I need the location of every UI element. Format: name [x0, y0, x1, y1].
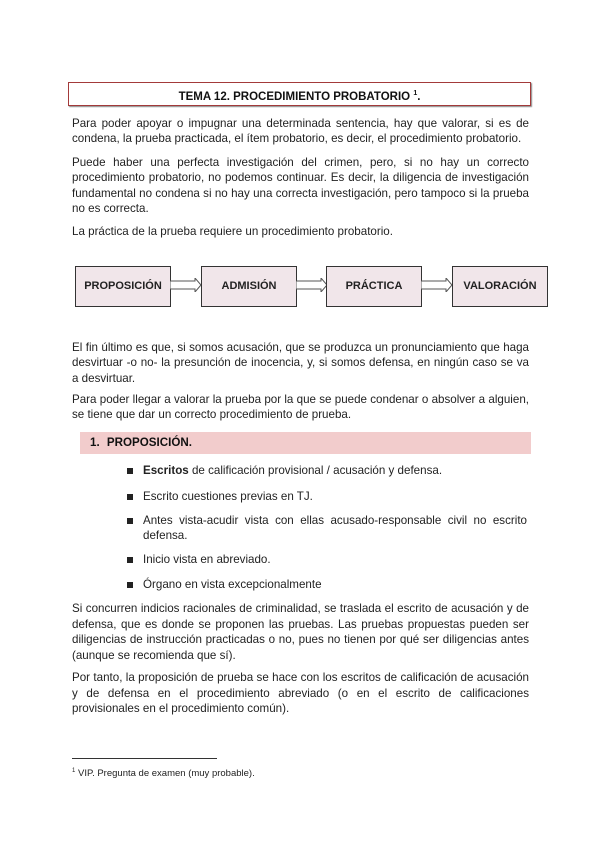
title-suffix: .	[417, 90, 421, 103]
step-box-proposicion: PROPOSICIÓN	[75, 266, 171, 307]
title-text: TEMA 12. PROCEDIMIENTO PROBATORIO	[178, 90, 411, 103]
list-item	[127, 513, 527, 544]
section-heading	[80, 432, 531, 454]
bullet-square-icon	[127, 557, 133, 563]
list-item	[127, 463, 527, 478]
arrow-right-icon	[170, 278, 201, 292]
bullet-square-icon	[127, 518, 133, 524]
bold-term: Escritos	[143, 464, 189, 477]
arrow-right-icon	[421, 278, 452, 292]
paragraph: Para poder apoyar o impugnar una determinada sentencia, hay que valorar, si es de condena, la prueba practicada, el ítem probatorio, es decir, el procedimiento probatorio.	[72, 117, 529, 146]
list-item-text: Escrito cuestiones previas en TJ.	[143, 490, 313, 503]
footnote-text: VIP. Pregunta de examen (muy probable).	[75, 768, 255, 780]
section-title: PROPOSICIÓN.	[106, 436, 192, 449]
step-box-admision: ADMISIÓN	[201, 266, 297, 307]
footnote-separator	[72, 758, 217, 759]
list-item	[127, 577, 527, 592]
list-item-text: de calificación provisional / acusación y defensa.	[188, 464, 443, 477]
list-item-text: Inicio vista en abreviado.	[143, 553, 271, 566]
paragraph: La práctica de la prueba requiere un procedimiento probatorio.	[72, 225, 393, 238]
section-number: 1.	[90, 436, 100, 449]
list-item-text: Órgano en vista excepcionalmente	[143, 578, 322, 591]
paragraph: Puede haber una perfecta investigación del crimen, pero, si no hay un correcto procedimiento probatorio, no podemos continuar. Es decir, la diligencia de investigación fundamental no condena si no hay una correcta investigación, pero tampoco si la prueba no es correcta.	[72, 156, 529, 215]
list-item	[127, 552, 527, 567]
footnote	[72, 764, 255, 781]
bullet-square-icon	[127, 582, 133, 588]
paragraph: Para poder llegar a valorar la prueba por la que se puede condenar o absolver a alguien, se tiene que dar un correcto procedimiento de prueba.	[72, 393, 529, 422]
footnote-ref[interactable]: 1	[413, 90, 418, 97]
paragraph: Por tanto, la proposición de prueba se hace con los escritos de calificación de acusación y de defensa en el procedimiento abreviado (o en el escrito de calificaciones provisionales en el procedimiento común).	[72, 671, 529, 716]
bullet-square-icon	[127, 468, 133, 474]
paragraph: Si concurren indicios racionales de criminalidad, se traslada el escrito de acusación y de defensa, que es donde se proponen las pruebas. Las pruebas propuestas pueden ser diligencias de instrucción practicadas o no, pues no tienen por qué ser diligencias antes (aunque se recomienda que sí).	[72, 602, 529, 662]
page-title	[68, 82, 531, 106]
paragraph: El fin último es que, si somos acusación, que se produzca un pronunciamiento que haga desvirtuar -o no- la presunción de inocencia, y, si somos defensa, en ningún caso se va a desvirtuar.	[72, 341, 529, 385]
arrow-right-icon	[296, 278, 327, 292]
step-box-valoracion: VALORACIÓN	[452, 266, 548, 307]
footnote-number: 1	[72, 768, 76, 774]
bullet-square-icon	[127, 494, 133, 500]
list-item	[127, 489, 527, 504]
step-box-practica: PRÁCTICA	[326, 266, 422, 307]
list-item-text: Antes vista-acudir vista con ellas acusado-responsable civil no escrito defensa.	[143, 514, 527, 543]
